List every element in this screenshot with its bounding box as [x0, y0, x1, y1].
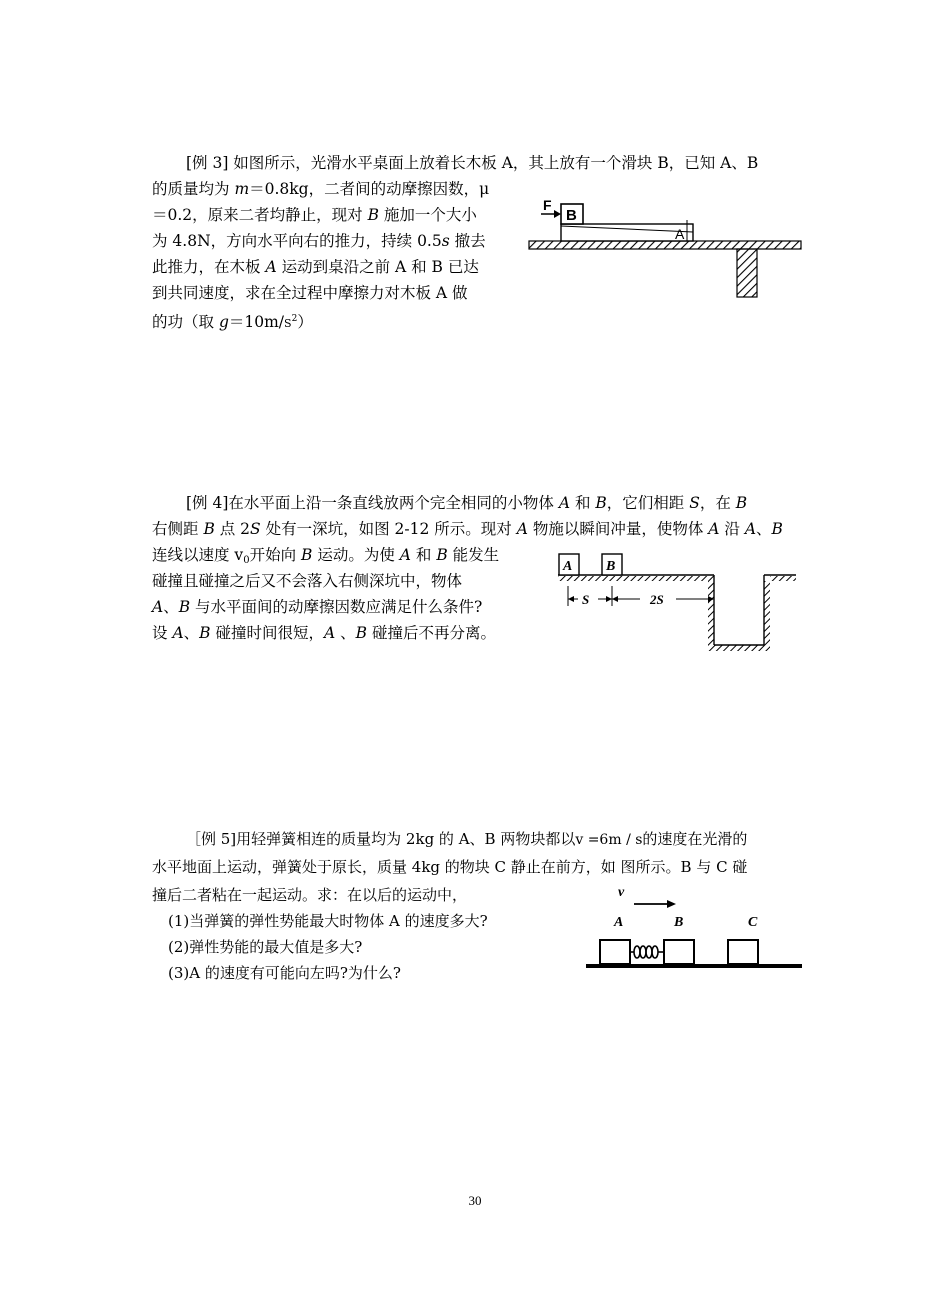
ex5-label-c: C [748, 915, 758, 930]
ex5-question-3: (3)A 的速度有可能向左吗?为什么? [168, 964, 401, 982]
ex3-line-3: ＝0.2，原来二者均静止，现对 B 施加一个大小 [152, 206, 477, 224]
ex4-pit-right-wall [764, 581, 770, 645]
ex5-block-b [664, 940, 694, 964]
ex4-line-1: [例 4]在水平面上沿一条直线放两个完全相同的小物体 A 和 B，它们相距 S，在 B [186, 494, 748, 512]
ex5-figure [582, 880, 807, 980]
ex4-ground-right [770, 576, 796, 581]
ex5-spring [630, 946, 664, 958]
ex4-line-5: A、B 与水平面间的动摩擦因数应满足什么条件? [152, 598, 483, 616]
ex4-line-6: 设 A、B 碰撞时间很短，A 、B 碰撞后不再分离。 [152, 624, 496, 642]
ex5-question-1: (1)当弹簧的弹性势能最大时物体 A 的速度多大? [168, 912, 488, 930]
ex5-label-b: B [674, 915, 684, 930]
ex3-label-f: F [543, 197, 552, 213]
ex3-table-top [529, 241, 801, 249]
ex3-line-7: 的功（取 $g=10m/S^2$） [152, 313, 313, 331]
ex4-label-b: B [606, 559, 616, 574]
ex4-label-s: S [582, 592, 590, 607]
ex5-block-c [728, 940, 758, 964]
ex4-pit-floor [708, 645, 770, 651]
ex4-line-4: 碰撞且碰撞之后又不会落入右侧深坑中，物体 [152, 572, 463, 590]
ex3-figure [525, 192, 805, 302]
ex5-line-2: 水平地面上运动，弹簧处于原长，质量 4kg 的物块 C 静止在前方，如 图所示。B 与 C 碰 [152, 858, 748, 876]
ex4-line-3: 连线以速度 $v_0$开始向 B 运动。为使 A 和 B 能发生 [152, 546, 500, 566]
ex5-label-a: A [614, 915, 624, 930]
ex3-label-a: A [675, 226, 685, 242]
ex5-label-v: v [618, 885, 625, 900]
ex5-block-a [600, 940, 630, 964]
ex5-line-1: ［例 5]用轻弹簧相连的质量均为 2kg 的 A、B 两物块都以v =6m / s的速度在光滑的 [186, 830, 748, 848]
ex3-label-b: B [566, 207, 577, 224]
page-number: 30 [468, 1193, 482, 1208]
ex3-line-5: 此推力，在木板 A 运动到桌沿之前 A 和 B 已达 [152, 258, 479, 276]
ex3-line-1: [例 3] 如图所示，光滑水平桌面上放着长木板 A，其上放有一个滑块 B，已知 A、B [186, 154, 759, 172]
ex4-line-2: 右侧距 B 点 2S 处有一深坑，如图 2-12 所示。现对 A 物施以瞬间冲量，使物体 A 沿 A、B [152, 520, 783, 538]
ex4-figure [550, 548, 800, 658]
ex4-label-a: A [563, 559, 573, 574]
ex3-line-4: 为 4.8N，方向水平向右的推力，持续 0.5s 撤去 [152, 232, 486, 250]
ex3-line-6: 到共同速度，求在全过程中摩擦力对木板 A 做 [152, 284, 468, 302]
ex4-ground-left [558, 576, 714, 581]
ex5-line-3: 撞后二者粘在一起运动。求：在以后的运动中， [152, 886, 468, 904]
ex4-label-2s: 2S [650, 592, 664, 607]
ex4-pit-left-wall [708, 581, 714, 645]
ex3-line-2: 的质量均为 m＝0.8kg，二者间的动摩擦因数，μ [152, 180, 490, 198]
ex5-question-2: (2)弹性势能的最大值是多大? [168, 938, 363, 956]
ex3-table-leg [737, 249, 757, 297]
